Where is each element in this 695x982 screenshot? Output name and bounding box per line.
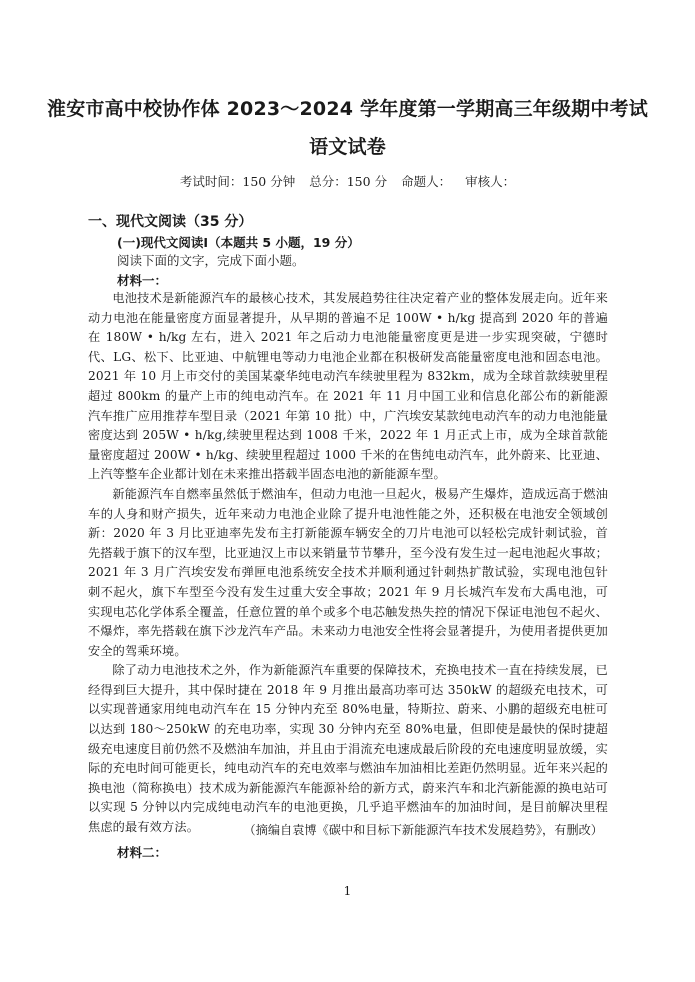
instruction-text: 阅读下面的文字，完成下面小题。: [117, 253, 305, 268]
exam-time: 考试时间：150 分钟: [179, 174, 296, 189]
material-2-label: 材料二：: [117, 845, 168, 860]
passage-paragraph: 电池技术是新能源汽车的最核心技术，其发展趋势往往决定着产业的整体发展走向。近年来动力电池在能量密度方面显著提升，从早期的普遍不足 100W • h/kg 提高到 2020 年的普遍在 180W • h/kg 左右，进入 2021 年之后动力电池能量密度更是进一步实现突破，宁德时代、LG、松下、比亚迪、中航锂电等动力电池企业都在积极研发高能量密度电池和固态电池。2021 年 10 月上市交付的美国某豪华纯电动汽车续驶里程为 832km，成为全球首款续驶里程超过 800km 的量产上市的纯电动汽车。在 2021 年 11 月中国工业和信息化部公布的新能源汽车推广应用推荐车型目录（2021 年第 10 批）中，广汽埃安某款纯电动汽车的动力电池能量密度达到 205W • h/kg,续驶里程达到 1008 千米，2022 年 1 月正式上市，成为全球首款能量密度超过 200W • h/kg、续驶里程超过 1000 千米的在售纯电动汽车，此外蔚来、比亚迪、上汽等整车企业都计划在未来推出搭载半固态电池的新能源车型。: [88, 291, 608, 482]
question-setter: 命题人：: [401, 174, 452, 189]
total-score: 总分：150 分: [309, 174, 388, 189]
section-heading: 一、现代文阅读（35 分）: [88, 214, 253, 230]
paper-subtitle: 语文试卷: [309, 136, 386, 158]
passage-paragraph: 新能源汽车自燃率虽然低于燃油车，但动力电池一旦起火，极易产生爆炸，造成远高于燃油车的人身和财产损失，近年来动力电池企业除了提升电池性能之外，还积极在电池安全领域创新：2020 年 3 月比亚迪率先发布主打新能源车辆安全的刀片电池可以轻松完成针刺试验，首先搭载于旗下的汉车型，比亚迪汉上市以来销量节节攀升，至今没有发生过一起电池起火事故；2021 年 3 月广汽埃安发布弹匣电池系统安全技术并顺利通过针刺热扩散试验，实现电池包针刺不起火，旗下车型至今没有发生过重大安全事故；2021 年 9 月长城汽车发布大禹电池，可实现电芯化学体系全覆盖，任意位置的单个或多个电芯触发热失控的情况下保证电池包不起火、不爆炸，率先搭载在旗下沙龙汽车产品。未来动力电池安全性将会显著提升，为使用者提供更加安全的驾乘环境。: [88, 486, 608, 658]
passage-paragraph: 除了动力电池技术之外，作为新能源汽车重要的保障技术，充换电技术一直在持续发展，已经得到巨大提升，其中保时捷在 2018 年 9 月推出最高功率可达 350kW 的超级充电技术，可以实现普通家用纯电动汽车在 15 分钟内充至 80%电量，特斯拉、蔚来、小鹏的超级充电桩可以达到 180～250kW 的充电功率，实现 30 分钟内充至 80%电量，但即使是最快的保时捷超级充电速度目前仍然不及燃油车加油，并且由于涓流充电速成最后阶段的充电速度明显放缓，实际的充电时间可能更长，纯电动汽车的充电效率与燃油车加油相比差距仍然明显。近年来兴起的换电池（简称换电）技术成为新能源汽车能源补给的新方式，蔚来汽车和北汽新能源的换电站可以实现 5 分钟以内完成纯电动汽车的电池更换，几乎追平燃油车的加油时间，是目前解决里程焦虑的最有效方法。: [88, 663, 608, 835]
exam-meta: [0, 172, 695, 190]
passage-body: [88, 289, 608, 838]
reviewer: 审核人：: [465, 174, 516, 189]
exam-title: 淮安市高中校协作体 2023～2024 学年度第一学期高三年级期中考试: [47, 98, 648, 120]
page-number: 1: [343, 884, 352, 898]
source-citation: （摘编自袁博《碳中和目标下新能源汽车技术发展趋势》，有删改）: [243, 823, 603, 837]
subsection-heading: (一)现代文阅读Ⅰ（本题共 5 小题，19 分）: [117, 235, 360, 250]
material-1-label: 材料一：: [117, 273, 168, 288]
